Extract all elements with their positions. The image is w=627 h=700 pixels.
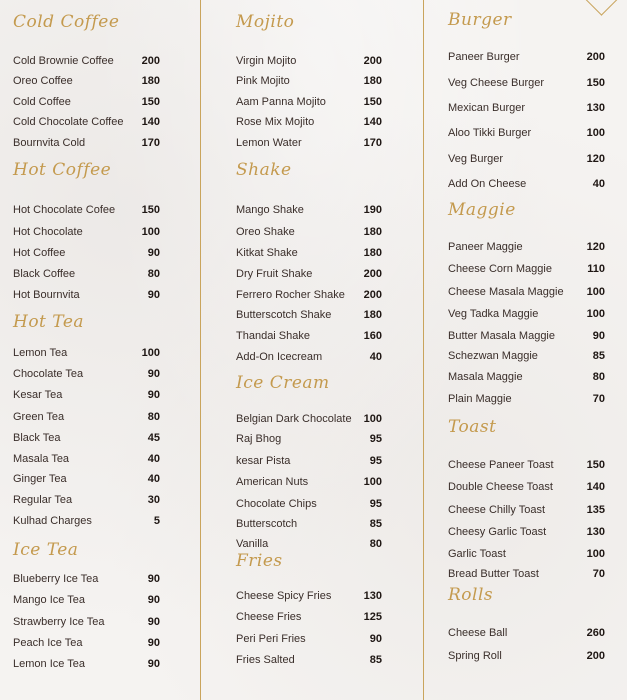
menu-item-name: American Nuts bbox=[236, 476, 309, 488]
menu-item-price: 90 bbox=[147, 616, 160, 628]
menu-item-name: Raj Bhog bbox=[236, 433, 282, 445]
menu-item-price: 100 bbox=[586, 127, 605, 139]
menu-item-name: Butterscotch bbox=[236, 518, 298, 530]
menu-item-name: Black Tea bbox=[13, 432, 61, 444]
menu-item-name: Paneer Burger bbox=[448, 51, 520, 63]
menu-item-price: 140 bbox=[586, 481, 605, 493]
menu-item-name: Kesar Tea bbox=[13, 389, 63, 401]
menu-item-price: 95 bbox=[369, 455, 382, 467]
menu-item-price: 150 bbox=[141, 204, 160, 216]
menu-item-name: Masala Tea bbox=[13, 453, 70, 465]
menu-item-price: 5 bbox=[153, 515, 160, 527]
menu-item-name: Hot Coffee bbox=[13, 247, 66, 259]
menu-item-price: 180 bbox=[363, 226, 382, 238]
menu-item-price: 40 bbox=[147, 473, 160, 485]
menu-item-price: 180 bbox=[363, 247, 382, 259]
menu-item-price: 80 bbox=[592, 371, 605, 383]
menu-item-name: Thandai Shake bbox=[236, 330, 310, 342]
menu-item-price: 90 bbox=[369, 633, 382, 645]
menu-item-name: Dry Fruit Shake bbox=[236, 268, 313, 280]
menu-item-price: 100 bbox=[586, 548, 605, 560]
menu-item-price: 90 bbox=[147, 637, 160, 649]
menu-item-name: Cheesy Garlic Toast bbox=[448, 526, 547, 538]
menu-item-name: Masala Maggie bbox=[448, 371, 523, 383]
menu-item-name: Aloo Tikki Burger bbox=[448, 127, 532, 139]
menu-item-name: Butterscotch Shake bbox=[236, 309, 332, 321]
menu-item-name: Pink Mojito bbox=[236, 75, 290, 87]
menu-item-name: Regular Tea bbox=[13, 494, 73, 506]
menu-item-name: Cheese Spicy Fries bbox=[236, 590, 332, 602]
menu-item-name: Cold Brownie Coffee bbox=[13, 55, 114, 67]
menu-item-name: Green Tea bbox=[13, 411, 65, 423]
menu-item-name: Cheese Corn Maggie bbox=[448, 263, 552, 275]
menu-item-name: Kulhad Charges bbox=[13, 515, 92, 527]
menu-item-price: 150 bbox=[586, 77, 605, 89]
menu-item-name: Veg Burger bbox=[448, 153, 504, 165]
menu-item-price: 140 bbox=[141, 116, 160, 128]
menu-item-price: 95 bbox=[369, 433, 382, 445]
menu-item-name: Cheese Fries bbox=[236, 611, 302, 623]
menu-item-name: Oreo Coffee bbox=[13, 75, 73, 87]
menu-item-name: Paneer Maggie bbox=[448, 241, 523, 253]
menu-item-name: Black Coffee bbox=[13, 268, 76, 280]
menu-item-price: 120 bbox=[586, 153, 605, 165]
column-divider-left bbox=[200, 0, 201, 700]
menu-item-price: 100 bbox=[141, 347, 160, 359]
section-title: Hot Coffee bbox=[13, 160, 112, 180]
menu-item-price: 90 bbox=[147, 594, 160, 606]
menu-item-price: 190 bbox=[363, 204, 382, 216]
menu-item-name: Add-On Icecream bbox=[236, 351, 323, 363]
menu-item-price: 200 bbox=[586, 51, 605, 63]
menu-item-price: 130 bbox=[586, 102, 605, 114]
menu-item-name: Bournvita Cold bbox=[13, 137, 86, 149]
menu-item-name: Plain Maggie bbox=[448, 393, 512, 405]
menu-item-price: 140 bbox=[363, 116, 382, 128]
menu-item-name: Chocolate Chips bbox=[236, 498, 317, 510]
menu-item-price: 90 bbox=[147, 389, 160, 401]
menu-item-price: 180 bbox=[363, 75, 382, 87]
menu-item-name: Peach Ice Tea bbox=[13, 637, 83, 649]
menu-item-name: Veg Cheese Burger bbox=[448, 77, 545, 89]
section-title: Maggie bbox=[448, 200, 516, 220]
menu-item-price: 70 bbox=[592, 568, 605, 580]
menu-item-price: 160 bbox=[363, 330, 382, 342]
menu-item-name: kesar Pista bbox=[236, 455, 291, 467]
menu-item-price: 180 bbox=[141, 75, 160, 87]
section-title: Burger bbox=[448, 10, 512, 30]
menu-item-price: 90 bbox=[147, 368, 160, 380]
menu-item-price: 120 bbox=[586, 241, 605, 253]
menu-item-price: 90 bbox=[147, 247, 160, 259]
menu-item-price: 85 bbox=[369, 518, 382, 530]
menu-item-name: Bread Butter Toast bbox=[448, 568, 539, 580]
menu-item-name: Fries Salted bbox=[236, 654, 295, 666]
menu-item-name: Cheese Masala Maggie bbox=[448, 286, 564, 298]
corner-ornament bbox=[585, 0, 618, 16]
menu-item-price: 100 bbox=[363, 413, 382, 425]
menu-item-price: 200 bbox=[586, 650, 605, 662]
menu-item-price: 80 bbox=[369, 538, 382, 550]
menu-item-price: 260 bbox=[586, 627, 605, 639]
menu-item-price: 90 bbox=[147, 573, 160, 585]
menu-item-name: Cheese Ball bbox=[448, 627, 508, 639]
menu-item-name: Schezwan Maggie bbox=[448, 350, 538, 362]
menu-item-name: Belgian Dark Chocolate bbox=[236, 413, 352, 425]
menu-item-name: Blueberry Ice Tea bbox=[13, 573, 99, 585]
menu-item-price: 100 bbox=[141, 226, 160, 238]
menu-item-name: Spring Roll bbox=[448, 650, 502, 662]
menu-item-price: 135 bbox=[586, 504, 605, 516]
menu-item-price: 200 bbox=[363, 289, 382, 301]
menu-item-price: 130 bbox=[586, 526, 605, 538]
menu-item-name: Ferrero Rocher Shake bbox=[236, 289, 345, 301]
menu-item-name: Cold Coffee bbox=[13, 96, 71, 108]
menu-item-price: 200 bbox=[363, 55, 382, 67]
menu-item-price: 130 bbox=[363, 590, 382, 602]
menu-item-name: Cheese Paneer Toast bbox=[448, 459, 554, 471]
menu-item-name: Lemon Tea bbox=[13, 347, 68, 359]
menu-item-price: 45 bbox=[147, 432, 160, 444]
menu-item-price: 125 bbox=[363, 611, 382, 623]
menu-item-name: Lemon Water bbox=[236, 137, 302, 149]
menu-item-price: 110 bbox=[587, 263, 605, 275]
menu-item-name: Add On Cheese bbox=[448, 178, 527, 190]
menu-item-price: 150 bbox=[586, 459, 605, 471]
menu-item-price: 100 bbox=[363, 476, 382, 488]
section-title: Fries bbox=[236, 551, 283, 571]
menu-item-name: Hot Chocolate Cofee bbox=[13, 204, 116, 216]
section-title: Shake bbox=[236, 160, 292, 180]
menu-item-name: Virgin Mojito bbox=[236, 55, 297, 67]
menu-item-name: Ginger Tea bbox=[13, 473, 67, 485]
section-title: Cold Coffee bbox=[13, 12, 120, 32]
menu-item-price: 85 bbox=[369, 654, 382, 666]
menu-item-price: 150 bbox=[141, 96, 160, 108]
section-title: Ice Tea bbox=[13, 540, 79, 560]
menu-item-price: 100 bbox=[586, 286, 605, 298]
menu-item-price: 40 bbox=[147, 453, 160, 465]
menu-item-name: Mexican Burger bbox=[448, 102, 526, 114]
menu-item-price: 40 bbox=[592, 178, 605, 190]
section-title: Mojito bbox=[236, 12, 295, 32]
menu-item-price: 90 bbox=[147, 289, 160, 301]
menu-item-name: Strawberry Ice Tea bbox=[13, 616, 105, 628]
menu-item-name: Oreo Shake bbox=[236, 226, 295, 238]
menu-item-price: 80 bbox=[147, 411, 160, 423]
menu-item-price: 90 bbox=[147, 658, 160, 670]
column-divider-right bbox=[423, 0, 424, 700]
section-title: Rolls bbox=[448, 585, 494, 605]
menu-item-price: 150 bbox=[363, 96, 382, 108]
menu-item-name: Butter Masala Maggie bbox=[448, 330, 555, 342]
menu-item-name: Cheese Chilly Toast bbox=[448, 504, 546, 516]
menu-item-price: 170 bbox=[363, 137, 382, 149]
section-title: Hot Tea bbox=[13, 312, 85, 332]
menu-item-price: 30 bbox=[147, 494, 160, 506]
menu-item-name: Hot Chocolate bbox=[13, 226, 83, 238]
menu-item-name: Double Cheese Toast bbox=[448, 481, 553, 493]
menu-item-price: 95 bbox=[369, 498, 382, 510]
menu-item-name: Lemon Ice Tea bbox=[13, 658, 85, 670]
menu-item-price: 85 bbox=[592, 350, 605, 362]
menu-item-name: Cold Chocolate Coffee bbox=[13, 116, 124, 128]
menu-item-name: Hot Bournvita bbox=[13, 289, 80, 301]
menu-item-price: 200 bbox=[141, 55, 160, 67]
menu-item-name: Aam Panna Mojito bbox=[236, 96, 326, 108]
menu-item-price: 70 bbox=[592, 393, 605, 405]
menu-item-name: Chocolate Tea bbox=[13, 368, 84, 380]
menu-item-price: 180 bbox=[363, 309, 382, 321]
menu-item-price: 80 bbox=[147, 268, 160, 280]
menu-item-price: 100 bbox=[586, 308, 605, 320]
menu-item-name: Veg Tadka Maggie bbox=[448, 308, 539, 320]
menu-item-name: Mango Shake bbox=[236, 204, 304, 216]
section-title: Toast bbox=[448, 417, 497, 437]
menu-item-name: Mango Ice Tea bbox=[13, 594, 85, 606]
menu-item-name: Garlic Toast bbox=[448, 548, 506, 560]
menu-item-name: Vanilla bbox=[236, 538, 269, 550]
menu-item-price: 170 bbox=[141, 137, 160, 149]
menu-item-name: Rose Mix Mojito bbox=[236, 116, 315, 128]
menu-item-name: Peri Peri Fries bbox=[236, 633, 306, 645]
menu-item-name: Kitkat Shake bbox=[236, 247, 298, 259]
menu-item-price: 200 bbox=[363, 268, 382, 280]
menu-item-price: 90 bbox=[592, 330, 605, 342]
section-title: Ice Cream bbox=[236, 373, 330, 393]
menu-item-price: 40 bbox=[369, 351, 382, 363]
